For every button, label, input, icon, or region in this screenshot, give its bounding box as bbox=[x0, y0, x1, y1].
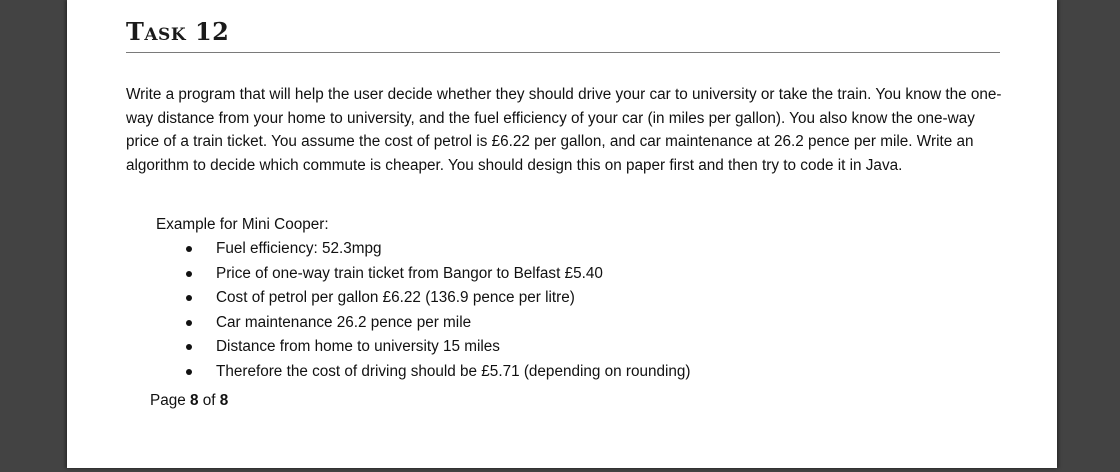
page-footer bbox=[150, 390, 228, 412]
list-item bbox=[180, 336, 691, 361]
list-item bbox=[180, 238, 691, 263]
current-page-number: 8 bbox=[189, 392, 199, 409]
list-item-text: Cost of petrol per gallon £6.22 (136.9 pence per litre) bbox=[216, 289, 575, 307]
list-item bbox=[180, 287, 691, 312]
list-item bbox=[180, 312, 691, 337]
list-item-text: Therefore the cost of driving should be £5.71 (depending on rounding) bbox=[216, 362, 691, 380]
bullet-icon bbox=[186, 271, 192, 277]
document-page bbox=[67, 0, 1057, 468]
example-list bbox=[180, 238, 691, 386]
bullet-icon bbox=[186, 320, 192, 326]
bullet-icon bbox=[186, 344, 192, 350]
list-item bbox=[180, 361, 691, 386]
of-label: of bbox=[202, 392, 216, 409]
example-title: Example for Mini Cooper: bbox=[156, 216, 329, 233]
section-heading bbox=[126, 18, 1000, 53]
page-label: Page bbox=[150, 392, 186, 409]
bullet-icon bbox=[186, 246, 192, 252]
list-item bbox=[180, 263, 691, 288]
list-item-text: Distance from home to university 15 miles bbox=[216, 338, 500, 356]
list-item-text: Car maintenance 26.2 pence per mile bbox=[216, 313, 472, 331]
list-item-text: Fuel efficiency: 52.3mpg bbox=[216, 240, 382, 257]
task-description: Write a program that will help the user decide whether they should drive your car to university or take the train. You know the one-way distance from your home to university, and the fuel efficiency of your car (in miles per gallon). You also know the one-way price of a train ticket. You assume the cost of petrol is £6.22 per gallon, and car maintenance at 26.2 pence per mile. Write an algorithm to decide which commute is cheaper. You should design this on paper first and then try to code it in Java. bbox=[126, 86, 1002, 174]
bullet-icon bbox=[186, 295, 192, 301]
bullet-icon bbox=[186, 369, 192, 375]
list-item-text: Price of one-way train ticket from Bangor to Belfast £5.40 bbox=[216, 264, 603, 282]
total-pages-number: 8 bbox=[219, 392, 229, 409]
heading-text: Task 12 bbox=[126, 17, 230, 46]
